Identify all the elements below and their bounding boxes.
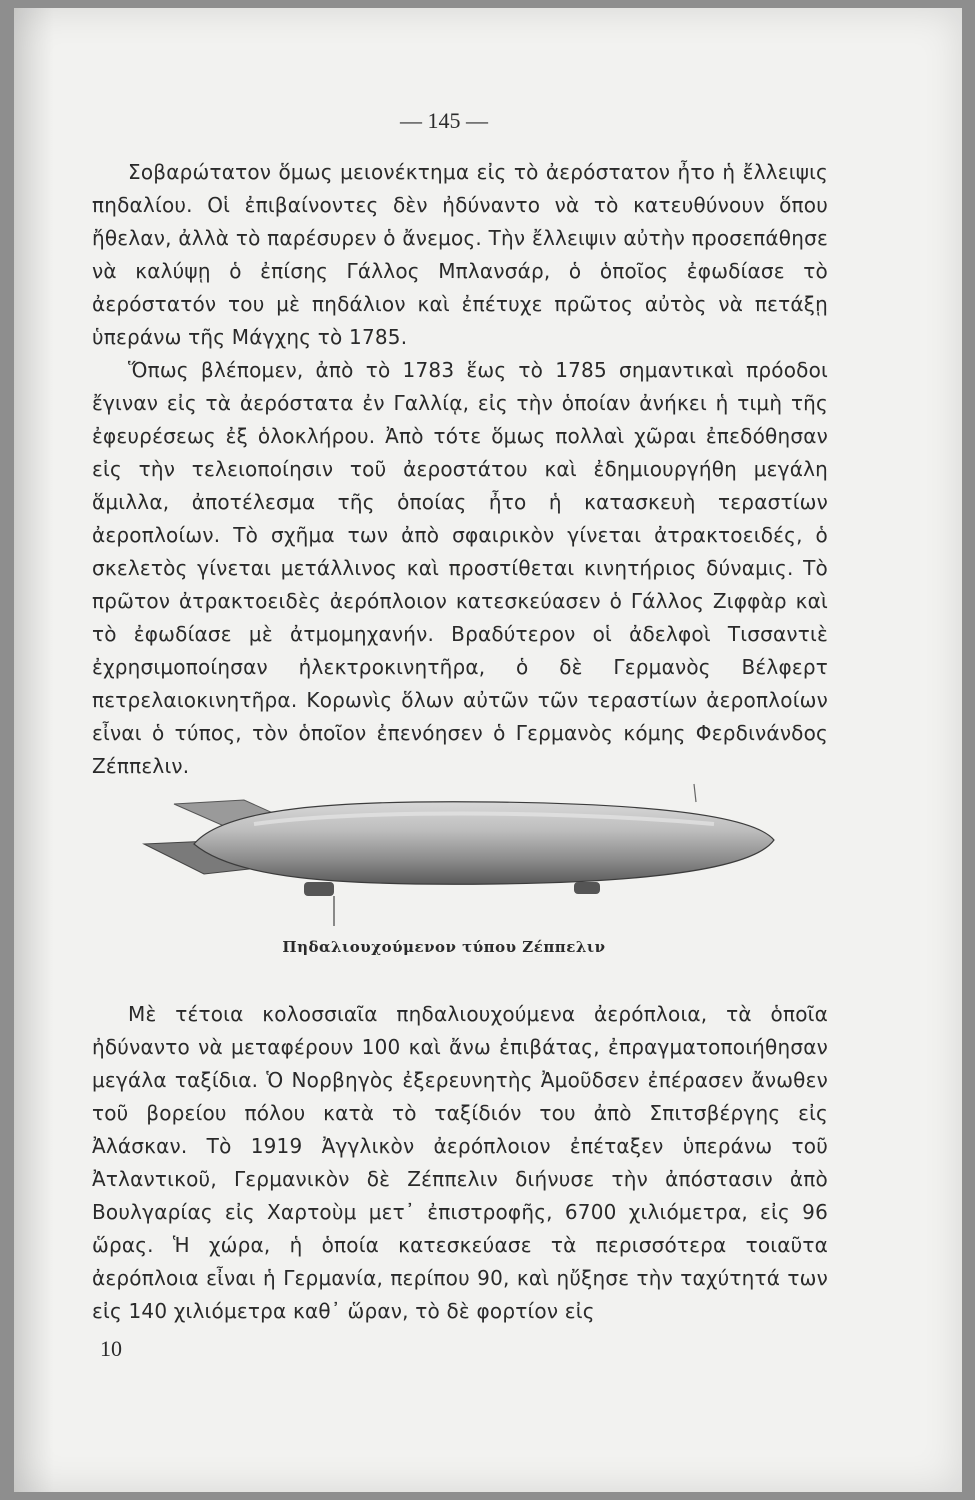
- body-text-top: [92, 156, 828, 783]
- body-text-bottom: [92, 998, 828, 1328]
- signature-mark: 10: [100, 1336, 122, 1361]
- antenna: [694, 784, 696, 802]
- book-page: [14, 8, 962, 1492]
- page-number: — 145 —: [400, 108, 488, 133]
- front-gondola: [574, 882, 600, 894]
- binding-shadow: [14, 8, 54, 1492]
- zeppelin-illustration: [134, 778, 834, 938]
- paragraph-3: Μὲ τέτοια κολοσσιαῖα πηδαλιουχούμενα ἀερόπλοια, τὰ ὁποῖα ἠδύναντο νὰ μεταφέρουν 100 καὶ ἄνω ἐπιβάτας, ἐπραγματοποιήθησαν μεγάλα ταξίδια. Ὁ Νορβηγὸς ἐξερευνητὴς Ἀμοῦδσεν ἐπέρασεν ἄνωθεν τοῦ βορείου πόλου κατὰ τὸ ταξίδιόν του ἀπὸ Σπιτσβέργης εἰς Ἀλάσκαν. Τὸ 1919 Ἀγγλικὸν ἀερόπλοιον ἐπέταξεν ὑπεράνω τοῦ Ἀτλαντικοῦ, Γερμανικὸν δὲ Ζέππελιν διήνυσε τὴν ἀπόστασιν ἀπὸ Βουλγαρίας εἰς Χαρτοὺμ μετ᾿ ἐπιστροφῆς, 6700 χιλιόμετρα, εἰς 96 ὥρας. Ἡ χώρα, ἡ ὁποία κατεσκεύασε τὰ περισσότερα τοιαῦτα ἀερόπλοια εἶναι ἡ Γερμανία, περίπου 90, καὶ ηὔξησε τὴν ταχύτητά των εἰς 140 χιλιόμετρα καθ᾿ ὥραν, τὸ δὲ φορτίον εἰς: [92, 1002, 828, 1323]
- paragraph-2: Ὅπως βλέπομεν, ἀπὸ τὸ 1783 ἕως τὸ 1785 σημαντικαὶ πρόοδοι ἔγιναν εἰς τὰ ἀερόστατα ἐν Γαλλίᾳ, εἰς τὴν ὁποίαν ἀνήκει ἡ τιμὴ τῆς ἐφευρέσεως ἐξ ὁλοκλήρου. Ἀπὸ τότε ὅμως πολλαὶ χῶραι ἐπεδόθησαν εἰς τὴν τελειοποίησιν τοῦ ἀεροστάτου καὶ ἐδημιουργήθη μεγάλη ἅμιλλα, ἀποτέλεσμα τῆς ὁποίας ἦτο ἡ κατασκευὴ τεραστίων ἀεροπλοίων. Τὸ σχῆμα των ἀπὸ σφαιρικὸν γίνεται ἀτρακτοειδές, ὁ σκελετὸς γίνεται μετάλλινος καὶ προστίθεται κινητήριος δύναμις. Τὸ πρῶτον ἀτρακτοειδὲς ἀερόπλοιον κατεσκεύασεν ὁ Γάλλος Ζιφφὰρ καὶ τὸ ἐφωδίασε μὲ ἀτμομηχανήν. Βραδύτερον οἱ ἀδελφοὶ Τισσαντιὲ ἐχρησιμοποίησαν ἠλεκτροκινητῆρα, ὁ δὲ Γερμανὸς Βέλφερτ πετρελαιοκινητῆρα. Κορωνὶς ὅλων αὐτῶν τῶν τεραστίων ἀεροπλοίων εἶναι ὁ τύπος, τὸν ὁποῖον ἐπενόησεν ὁ Γερμανὸς κόμης Φερδινάνδος Ζέππελιν.: [92, 358, 828, 778]
- paragraph-1: Σοβαρώτατον ὅμως μειονέκτημα εἰς τὸ ἀερόστατον ἦτο ἡ ἔλλειψις πηδαλίου. Οἱ ἐπιβαίνοντες δὲν ἠδύναντο νὰ τὸ κατευθύνουν ὅπου ἤθελαν, ἀλλὰ τὸ παρέσυρεν ὁ ἄνεμος. Τὴν ἔλλειψιν αὐτὴν προσεπάθησε νὰ καλύψῃ ὁ ἐπίσης Γάλλος Μπλανσάρ, ὁ ὁποῖος ἐφωδίασε τὸ ἀερόστατόν του μὲ πηδάλιον καὶ ἐπέτυχε πρῶτος αὐτὸς νὰ πετάξῃ ὑπεράνω τῆς Μάγχης τὸ 1785.: [92, 160, 828, 349]
- rear-gondola: [304, 882, 334, 896]
- figure-caption: Πηδαλιουχούμενον τύπου Ζέππελιν: [282, 938, 606, 956]
